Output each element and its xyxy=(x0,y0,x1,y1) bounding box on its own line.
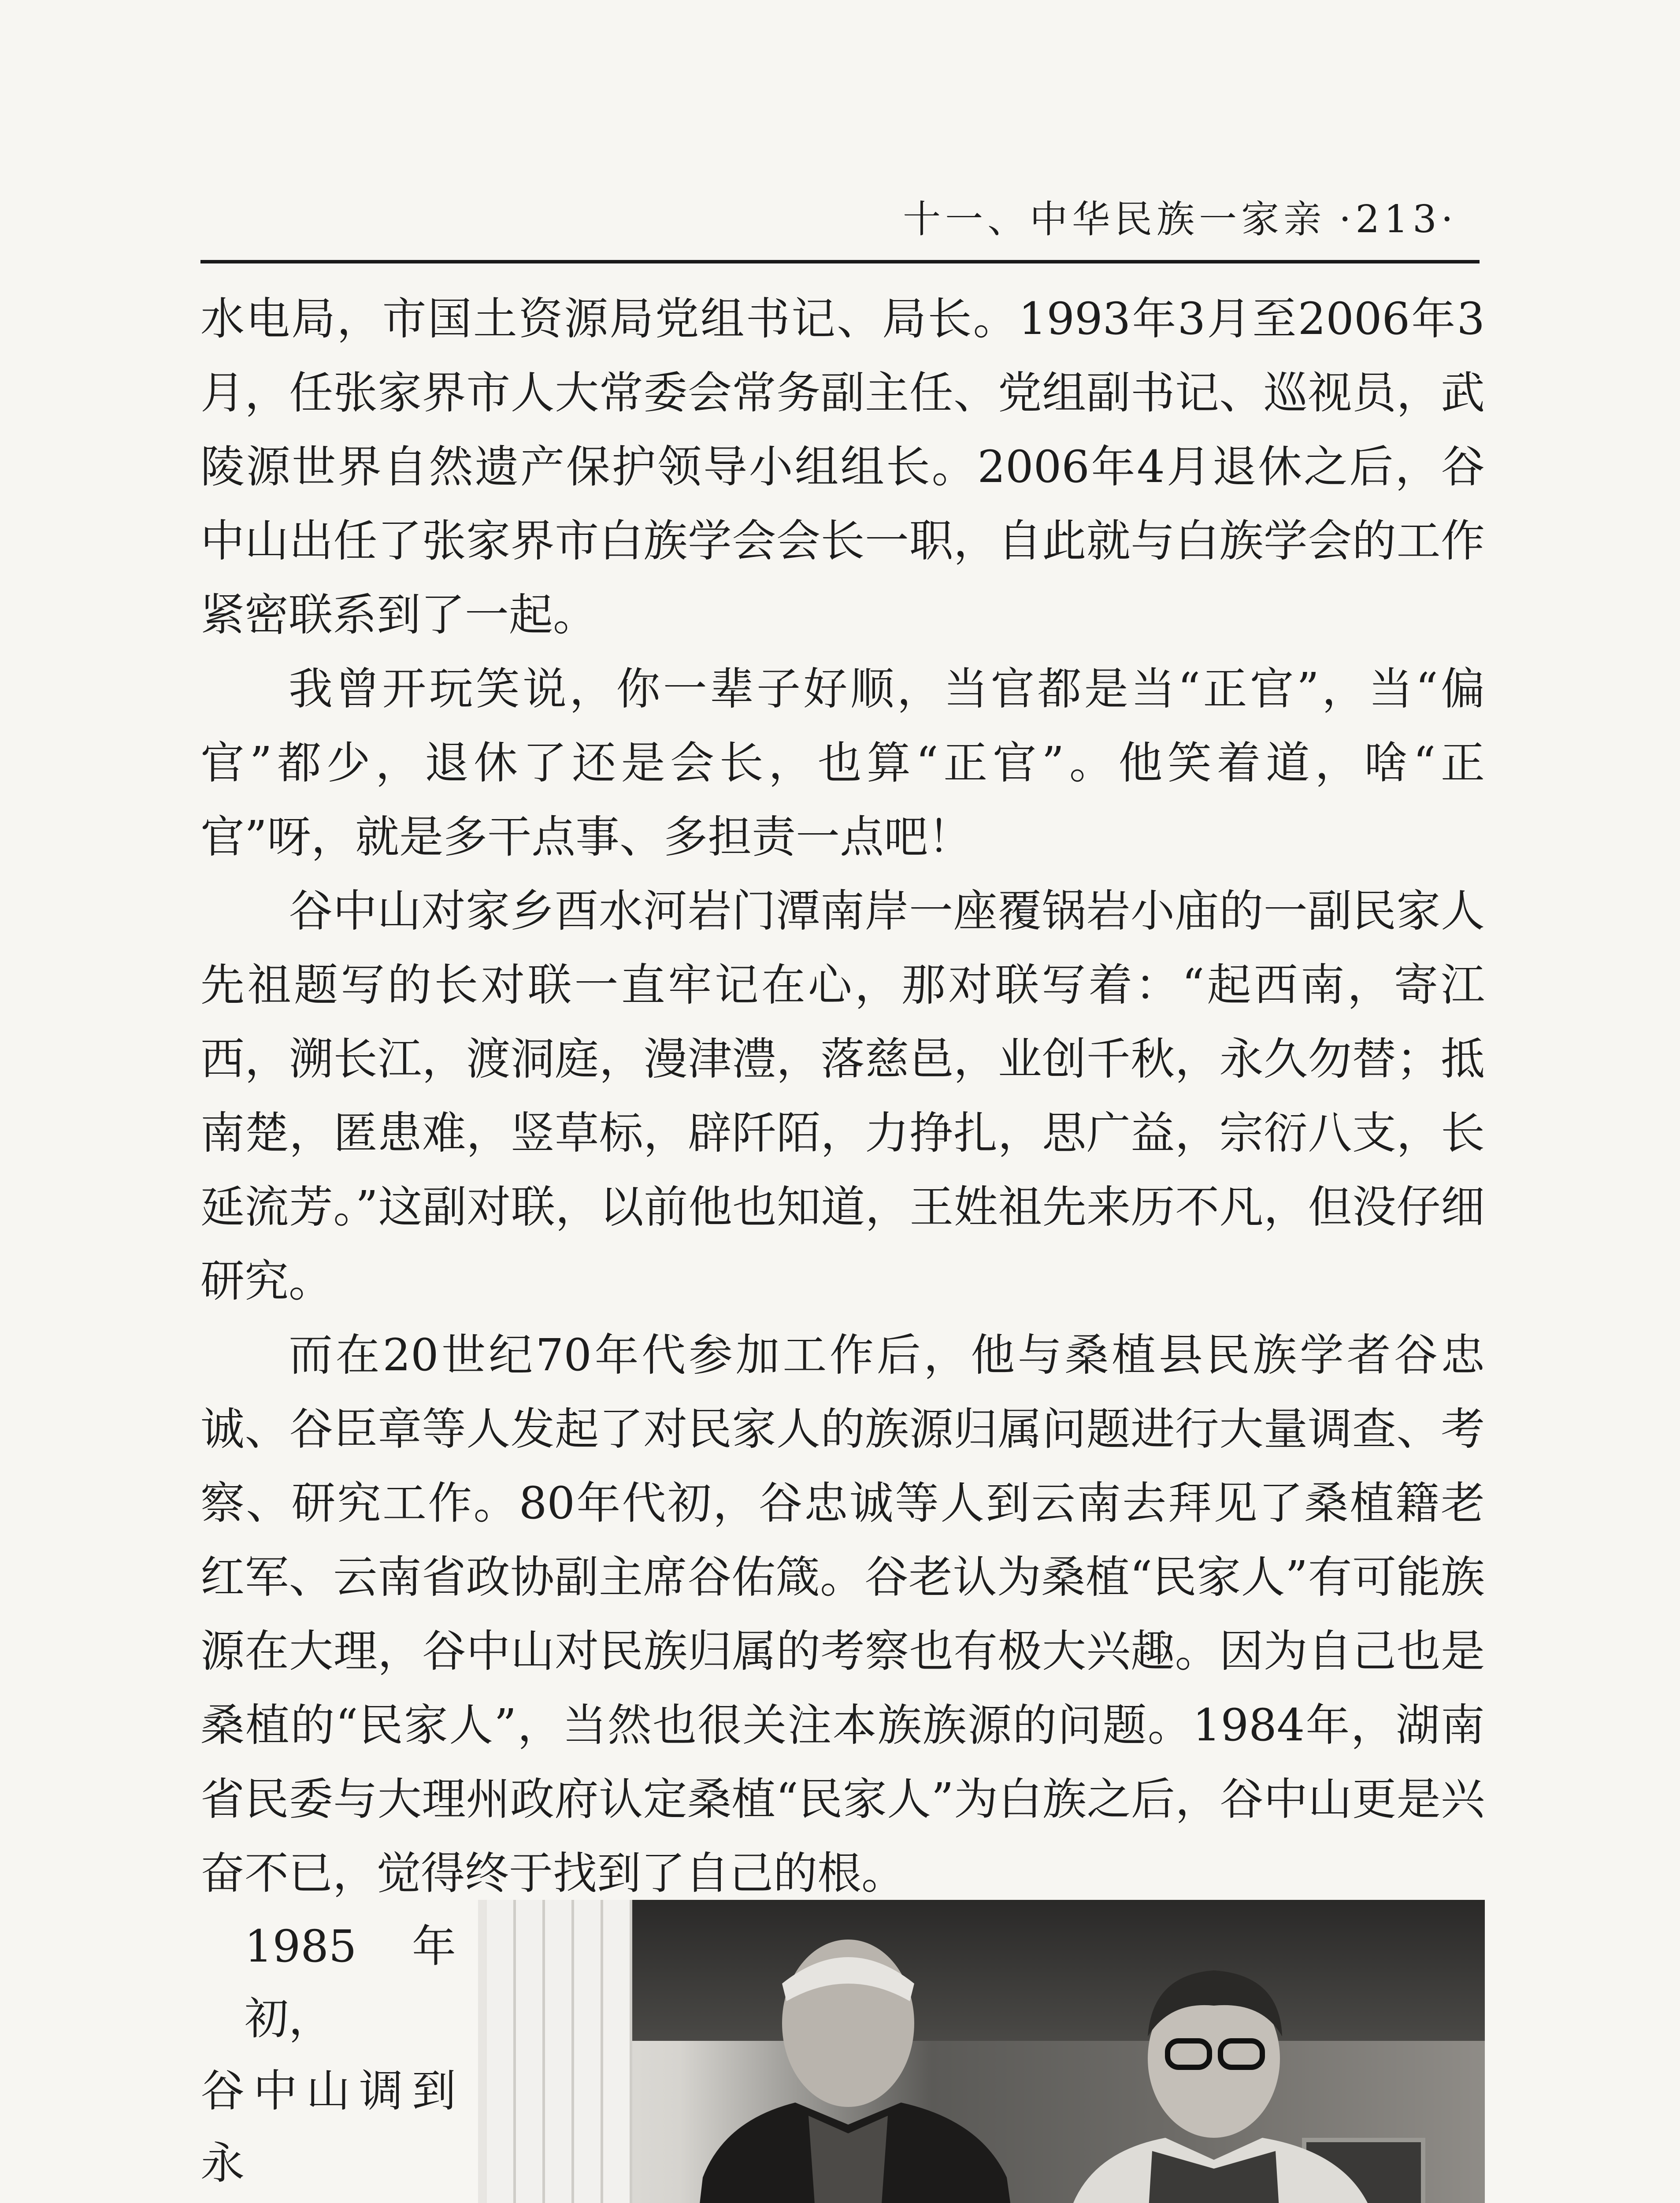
page-body xyxy=(200,282,1485,2203)
figure xyxy=(478,1900,1485,2203)
wrapped-line xyxy=(200,2199,456,2203)
paragraph-3: 谷中山对家乡酉水河岩门潭南岸一座覆锅岩小庙的一副民家人先祖题写的长对联一直牢记在心，那对联写着：“起西南，寄江西，溯长江，渡洞庭，漫津澧，落慈邑，业创千秋，永久勿替；抵南楚，匿患难，竖草标，辟阡陌，力挣扎，思广益，宗衍八支，长延流芳。”这副对联，以前他也知道，王姓祖先来历不凡，但没仔细研究。 xyxy=(200,885,1485,1307)
person-left xyxy=(663,1931,1051,2203)
photo-wrap-section xyxy=(200,1910,1485,2203)
wrapped-text xyxy=(200,1910,456,2203)
paragraph-4: 而在20世纪70年代参加工作后，他与桑植县民族学者谷忠诚、谷臣章等人发起了对民家人的族源归属问题进行大量调查、考察、研究工作。80年代初，谷忠诚等人到云南去拜见了桑植籍老红军、云南省政协副主席谷佑箴。谷老认为桑植“民家人”有可能族源在大理，谷中山对民族归属的考察也有极大兴趣。因为自己也是桑植的“民家人”，当然也很关注本族族源的问题。1984年，湖南省民委与大理州政府认定桑植“民家人”为白族之后，谷中山更是兴奋不已，觉得终于找到了自己的根。 xyxy=(200,1329,1485,1899)
chapter-title: 十一、中华民族一家亲 xyxy=(903,197,1326,241)
header-text xyxy=(903,189,1457,243)
wrapped-line: 1985年初， xyxy=(245,1921,456,2044)
running-header xyxy=(200,185,1480,263)
wrapped-line: 谷中山调到永 xyxy=(200,2065,456,2189)
photo xyxy=(478,1900,1485,2203)
person-right xyxy=(1042,1957,1403,2203)
paragraph-1: 水电局，市国土资源局党组书记、局长。1993年3月至2006年3月，任张家界市人大常委会常务副主任、党组副书记、巡视员，武陵源世界自然遗产保护领导小组组长。2006年4月退休之后，谷中山出任了张家界市白族学会会长一职，自此就与白族学会的工作紧密联系到了一起。 xyxy=(200,293,1485,641)
window-curtain xyxy=(487,1900,632,2203)
page-number: ·213· xyxy=(1339,197,1457,241)
paragraph-2: 我曾开玩笑说，你一辈子好顺，当官都是当“正官”，当“偏官”都少，退休了还是会长，也算“正官”。他笑着道，啥“正官”呀，就是多干点事、多担责一点吧！ xyxy=(200,663,1485,863)
